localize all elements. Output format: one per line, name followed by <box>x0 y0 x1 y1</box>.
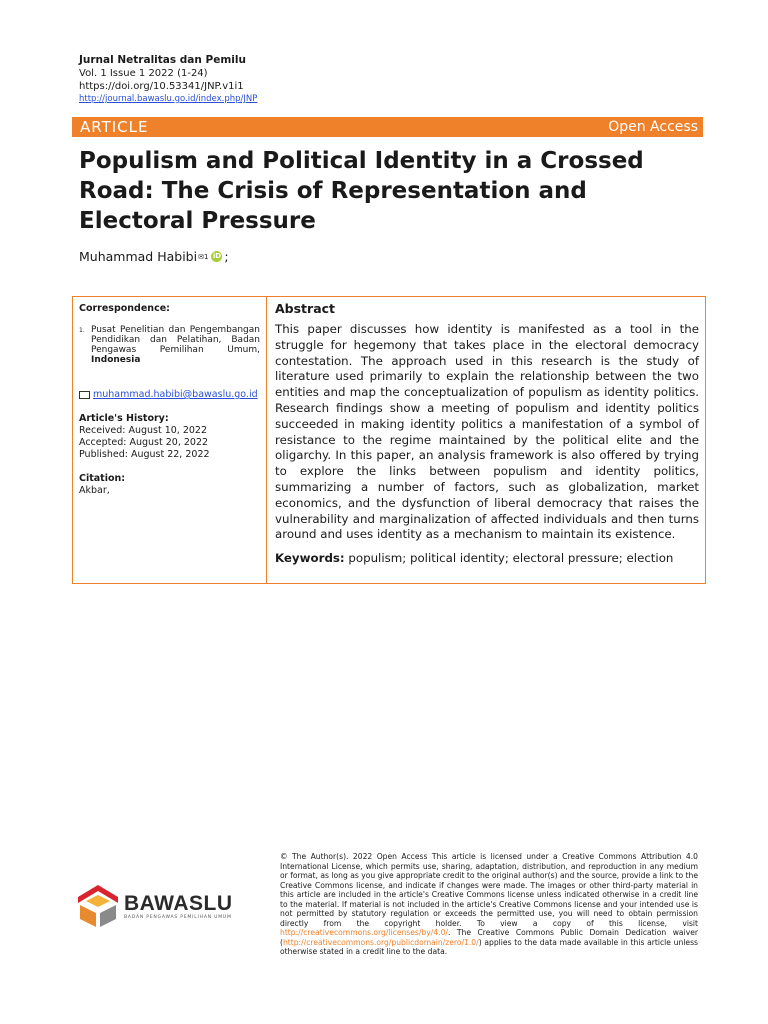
affiliation-text <box>91 325 260 365</box>
journal-volume: Vol. 1 Issue 1 2022 (1-24) <box>79 68 208 79</box>
citation-heading: Citation: <box>79 473 126 484</box>
author-superscript: ✉1 <box>198 252 209 261</box>
journal-info <box>79 54 257 106</box>
journal-url-link[interactable]: http://journal.bawaslu.go.id/index.php/JNP <box>79 94 258 104</box>
correspondence-heading: Correspondence: <box>79 303 170 314</box>
public-domain-link[interactable]: http://creativecommons.org/publicdomain/zero/1.0/ <box>282 937 479 947</box>
info-box <box>72 296 706 584</box>
citation-text: Akbar, <box>79 485 110 496</box>
affiliation <box>79 325 260 365</box>
email-link[interactable] <box>79 389 260 401</box>
keywords <box>275 551 699 565</box>
received-date: Received: August 10, 2022 <box>79 425 208 436</box>
abstract-text: This paper discusses how identity is manifested as a tool in the struggle for hegemony that takes place in the electoral democracy contestation. The approach used in this research is the study of literature used primarily to explain the relationship between the two entities and map the conceptualization of populism as identity politics. Research findings show a meeting of populism and identity politics succeeded in making identity politics a manifestation of a symbol of resistance to the regime maintained by the political elite and the oligarchy. In this paper, an analysis framework is also offered by trying to explore the links between populism and identity politics, summarizing a number of factors, such as globalization, market economics, and the dysfunction of liberal democracy that raises the vulnerability and marginalization of affected individuals and then turns around and uses identity as a mechanism to maintain its existence. <box>275 322 699 542</box>
abstract-section <box>267 297 705 583</box>
affiliation-country: Indonesia <box>91 355 141 365</box>
author-suffix: ; <box>224 249 229 264</box>
logo-subtitle: BADAN PENGAWAS PEMILIHAN UMUM <box>124 914 232 920</box>
abstract-heading: Abstract <box>275 301 336 316</box>
orcid-icon[interactable]: iD <box>212 252 222 260</box>
email-address[interactable]: muhammad.habibi@bawaslu.go.id <box>93 389 258 400</box>
author-name: Muhammad Habibi <box>79 249 198 264</box>
open-access-label: Open Access <box>608 119 698 135</box>
citation <box>79 473 260 497</box>
affiliation-body: Pusat Penelitian dan Pengembangan Pendidikan dan Pelatihan, Badan Pengawas Pemilihan Umum, <box>91 325 260 355</box>
accepted-date: Accepted: August 20, 2022 <box>79 437 209 448</box>
keywords-list: populism; political identity; electoral pressure; election <box>348 551 674 566</box>
page-title: Populism and Political Identity in a Crossed Road: The Crisis of Representation and Electoral Pressure <box>79 148 644 234</box>
published-date: Published: August 22, 2022 <box>79 449 210 460</box>
affiliation-number: 1. <box>79 327 85 334</box>
logo-text <box>124 893 233 920</box>
logo-name: BAWASLU <box>124 891 233 915</box>
license-text <box>280 852 698 957</box>
bawaslu-emblem-icon <box>76 883 120 929</box>
history-heading: Article's History: <box>79 413 169 424</box>
bawaslu-logo <box>76 883 233 929</box>
keywords-label: Keywords: <box>275 551 345 566</box>
article-banner <box>72 117 703 137</box>
journal-name: Jurnal Netralitas dan Pemilu <box>79 54 246 66</box>
license-link[interactable]: http://creativecommons.org/licenses/by/4.0/ <box>280 928 448 937</box>
mail-icon <box>79 391 90 399</box>
license-middle: . The Creative Commons Public Domain Dedication waiver ( <box>280 928 698 947</box>
license-body: © The Author(s). 2022 Open Access This article is licensed under a Creative Commons Attribution 4.0 International License, which permits use, sharing, adaptation, distribution, and reproduction in any medium or format, as long as you give appropriate credit to the original author(s) and the source, provide a link to the Creative Commons license, and indicate if changes were made. The images or other third-party material in this article are included in the article's Creative Commons license unless indicated otherwise in a credit line to the material. If material is not included in the article's Creative Commons license and your intended use is not permitted by statutory regulation or exceeds the permitted use, you will need to obtain permission directly from the copyright holder. To view a copy of this license, visit <box>280 852 698 928</box>
article-history <box>79 413 260 461</box>
journal-doi[interactable]: https://doi.org/10.53341/JNP.v1i1 <box>79 81 244 92</box>
author-line <box>79 249 229 264</box>
license-end: ) applies to the data made available in this article unless otherwise stated in a credit line to the data. <box>280 937 698 956</box>
sidebar-info <box>73 297 267 583</box>
article-type-label: ARTICLE <box>80 118 149 136</box>
